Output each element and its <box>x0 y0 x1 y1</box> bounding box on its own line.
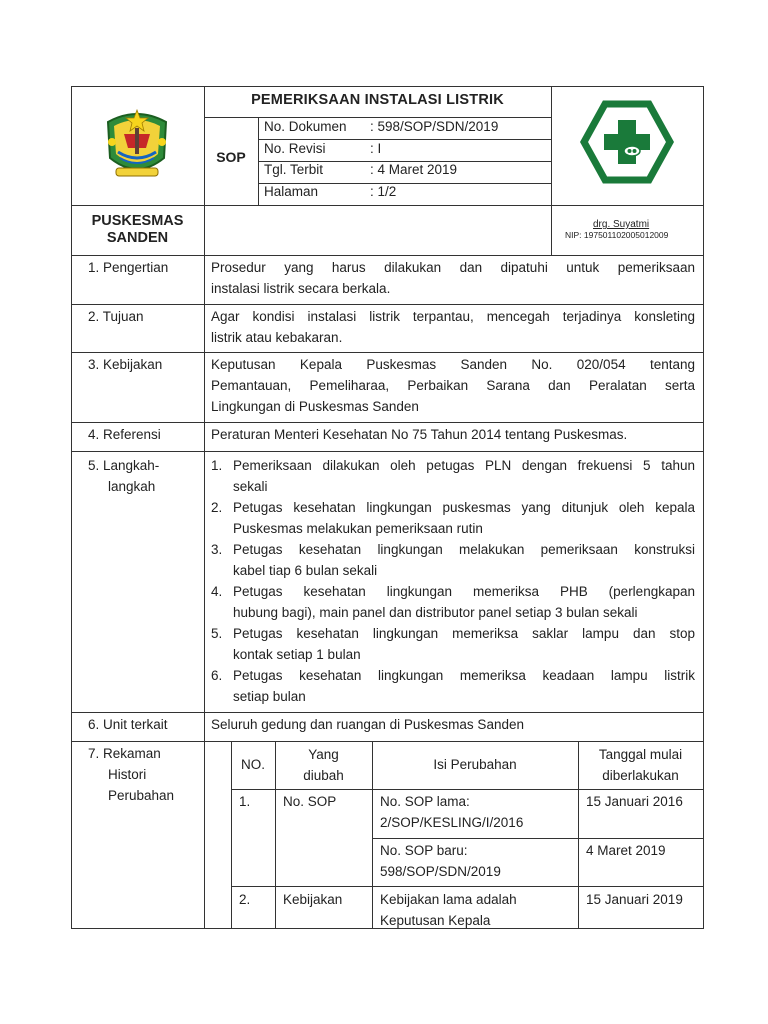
history-header-yang-line2: diubah <box>303 768 344 783</box>
history-cell-tanggal: 4 Maret 2019 <box>586 843 666 858</box>
history-cell-no: 1. <box>239 794 251 809</box>
section-kebijakan-label: 3. Kebijakan <box>88 357 163 372</box>
field-no-dokumen-value: : 598/SOP/SDN/2019 <box>370 119 499 134</box>
history-header-tanggal-line1: Tanggal mulai <box>598 747 683 762</box>
step-text-line1: Petugas kesehatan lingkungan melakukan pemeriksaan konstruksi <box>233 542 695 557</box>
history-header-tanggal-line2: diberlakukan <box>602 768 679 783</box>
signer-nip: NIP: 197501102005012009 <box>565 230 669 240</box>
field-no-dokumen-label: No. Dokumen <box>264 119 347 134</box>
section-kebijakan-line1: Keputusan Kepala Puskesmas Sanden No. 020/054 tentang <box>211 357 695 372</box>
step-item <box>211 497 695 539</box>
section-referensi-text: Peraturan Menteri Kesehatan No 75 Tahun 2014 tentang Puskesmas. <box>211 427 628 442</box>
field-no-revisi-value: : I <box>370 141 382 156</box>
field-halaman-label: Halaman <box>264 184 319 199</box>
puskesmas-cross-logo <box>580 100 674 184</box>
step-text-line1: Petugas kesehatan lingkungan memeriksa keadaan lampu listrik <box>233 668 695 683</box>
section-referensi-label: 4. Referensi <box>88 427 161 442</box>
step-number: 2. <box>211 500 223 515</box>
section-unit-label: 6. Unit terkait <box>88 717 168 732</box>
section-langkah-label-line2: langkah <box>108 479 156 494</box>
section-tujuan-line2: listrik atau kebakaran. <box>211 330 343 345</box>
section-kebijakan-line2: Pemantauan, Pemeliharaa, Perbaikan Sarana dan Peralatan serta <box>211 378 695 393</box>
regional-emblem-logo <box>94 104 180 184</box>
history-cell-tanggal: 15 Januari 2019 <box>586 892 683 907</box>
step-item <box>211 539 695 581</box>
history-cell-isi-line1: Kebijakan lama adalah <box>380 892 517 907</box>
signer-name: drg. Suyatmi <box>593 219 650 230</box>
section-rekaman-label-line1: 7. Rekaman <box>88 746 161 761</box>
history-cell-isi-line2: 2/SOP/KESLING/I/2016 <box>380 815 524 830</box>
section-kebijakan-line3: Lingkungan di Puskesmas Sanden <box>211 399 419 414</box>
step-item <box>211 623 695 665</box>
step-text-line2: kontak setiap 1 bulan <box>233 647 361 662</box>
step-text-line1: Pemeriksaan dilakukan oleh petugas PLN dengan frekuensi 5 tahun <box>233 458 695 473</box>
step-item <box>211 581 695 623</box>
step-number: 5. <box>211 626 223 641</box>
organization-name-line1: PUSKESMAS <box>91 213 184 229</box>
step-text-line2: setiap bulan <box>233 689 306 704</box>
history-cell-no: 2. <box>239 892 251 907</box>
step-text-line2: sekali <box>233 479 268 494</box>
step-item <box>211 665 695 707</box>
field-tgl-terbit-label: Tgl. Terbit <box>264 162 324 177</box>
history-cell-isi-line2: Keputusan Kepala <box>380 913 491 928</box>
step-number: 4. <box>211 584 223 599</box>
history-cell-yang: No. SOP <box>283 794 337 809</box>
step-text-line1: Petugas kesehatan lingkungan puskesmas yang ditunjuk oleh kepala <box>233 500 695 515</box>
section-pengertian-line2: instalasi listrik secara berkala. <box>211 281 391 296</box>
history-cell-tanggal: 15 Januari 2016 <box>586 794 683 809</box>
organization-name <box>71 213 204 247</box>
history-header-isi: Isi Perubahan <box>433 757 517 772</box>
section-rekaman-label-line2: Histori <box>108 767 147 782</box>
step-text-line2: kabel tiap 6 bulan sekali <box>233 563 378 578</box>
step-number: 6. <box>211 668 223 683</box>
history-header-yang-line1: Yang <box>308 747 339 762</box>
field-halaman-value: : 1/2 <box>370 184 397 199</box>
step-text-line2: Puskesmas melakukan pemeriksaan rutin <box>233 521 483 536</box>
field-no-revisi-label: No. Revisi <box>264 141 326 156</box>
organization-name-line2: SANDEN <box>106 230 169 246</box>
history-cell-isi-line1: No. SOP lama: <box>380 794 470 809</box>
document-title: PEMERIKSAAN INSTALASI LISTRIK <box>251 92 504 108</box>
history-cell-isi-line1: No. SOP baru: <box>380 843 468 858</box>
section-tujuan-line1: Agar kondisi instalasi listrik terpantau, mencegah terjadinya konsleting <box>211 309 695 324</box>
section-pengertian-line1: Prosedur yang harus dilakukan dan dipatuhi untuk pemeriksaan <box>211 260 695 275</box>
section-tujuan-label: 2. Tujuan <box>88 309 144 324</box>
section-pengertian-label: 1. Pengertian <box>88 260 169 275</box>
section-unit-text: Seluruh gedung dan ruangan di Puskesmas Sanden <box>211 717 524 732</box>
section-langkah-label-line1: 5. Langkah- <box>88 458 160 473</box>
step-number: 3. <box>211 542 223 557</box>
sop-label: SOP <box>216 149 246 165</box>
step-text-line1: Petugas kesehatan lingkungan memeriksa saklar lampu dan stop <box>233 626 695 641</box>
step-text-line1: Petugas kesehatan lingkungan memeriksa PHB (perlengkapan <box>233 584 695 599</box>
section-rekaman-label-line3: Perubahan <box>108 788 175 803</box>
step-number: 1. <box>211 458 223 473</box>
history-header-no: NO. <box>240 757 265 772</box>
history-cell-isi-line2: 598/SOP/SDN/2019 <box>380 864 501 879</box>
step-item <box>211 455 695 497</box>
history-cell-yang: Kebijakan <box>283 892 343 907</box>
field-tgl-terbit-value: : 4 Maret 2019 <box>370 162 458 177</box>
step-text-line2: hubung bagi), main panel dan distributor panel setiap 3 bulan sekali <box>233 605 638 620</box>
